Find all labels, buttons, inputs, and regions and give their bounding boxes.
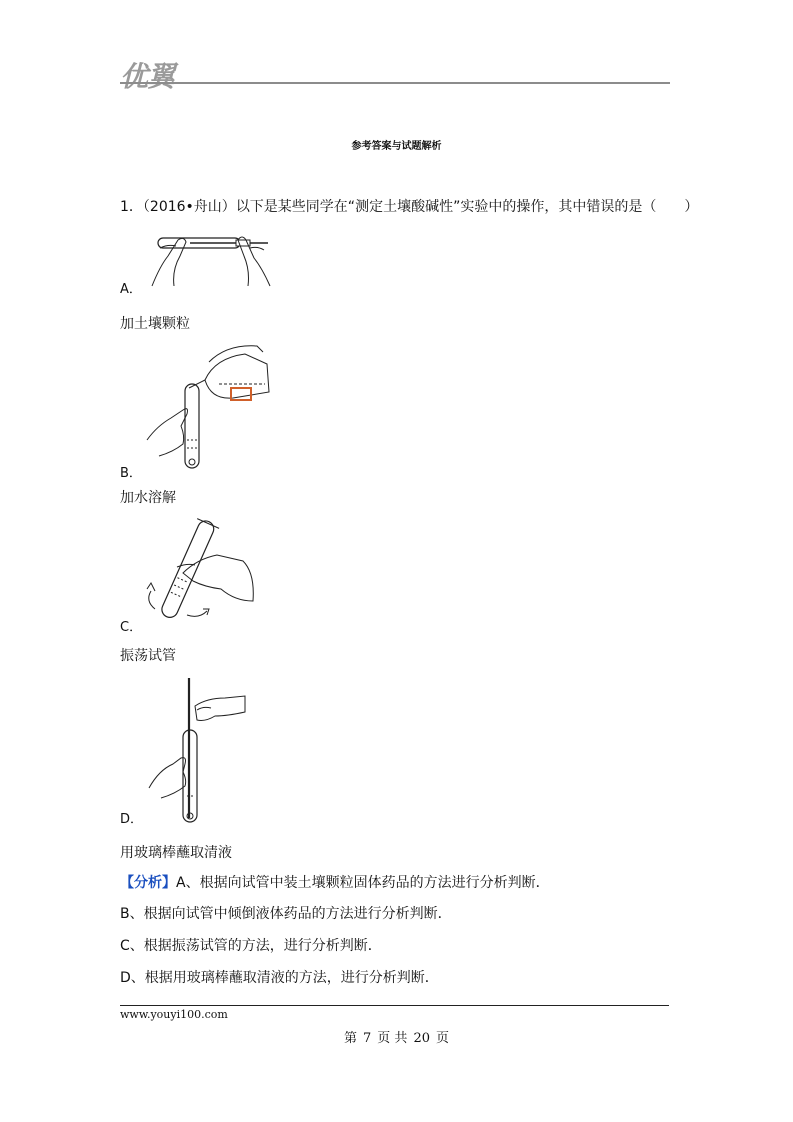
analysis-line-c: C、根据振荡试管的方法，进行分析判断．: [120, 938, 382, 954]
section-title: 参考答案与试题解析: [351, 141, 442, 152]
option-b-caption: 加水溶解: [120, 490, 176, 506]
footer-website: www.youyi100.com: [120, 1008, 228, 1021]
footer-rule: [120, 1005, 669, 1006]
option-b-letter: B．: [120, 466, 142, 481]
question-stem: [120, 196, 698, 216]
question-number: 1．: [120, 199, 143, 215]
page-suffix: 页: [435, 1031, 449, 1046]
analysis-line-d: D、根据用玻璃棒蘸取清液的方法，进行分析判断．: [120, 970, 439, 986]
option-d-caption: 用玻璃棒蘸取清液: [120, 845, 232, 861]
option-a-caption: 加土壤颗粒: [120, 316, 190, 332]
analysis-line-a: [120, 872, 550, 892]
figure-c-shaking-tube: [135, 515, 260, 627]
option-a-letter: A．: [120, 282, 142, 297]
analysis-line-b: B、根据向试管中倾倒液体药品的方法进行分析判断．: [120, 906, 452, 922]
question-source: （2016•舟山）: [142, 199, 236, 215]
figure-d-glass-rod: [145, 676, 250, 826]
page-number: [0, 1027, 793, 1046]
option-d-letter: D．: [120, 812, 144, 827]
option-c-letter: C．: [120, 620, 143, 635]
page-current: 7: [363, 1031, 372, 1046]
option-c-caption: 振荡试管: [120, 648, 176, 664]
page-prefix: 第: [344, 1031, 358, 1046]
page-mid: 页 共: [377, 1031, 408, 1046]
figure-a-adding-soil: [150, 226, 272, 288]
brand-logo: 优翼: [120, 60, 175, 93]
analysis-text-a: A、根据向试管中装土壤颗粒固体药品的方法进行分析判断．: [176, 875, 550, 891]
page-total: 20: [413, 1031, 430, 1046]
figure-b-adding-water: [145, 340, 270, 475]
question-text: 以下是某些同学在“测定土壤酸碱性”实验中的操作，其中错误的是（ ）: [235, 199, 699, 215]
analysis-tag: 【分析】: [120, 875, 176, 891]
header-rule: [120, 82, 670, 84]
